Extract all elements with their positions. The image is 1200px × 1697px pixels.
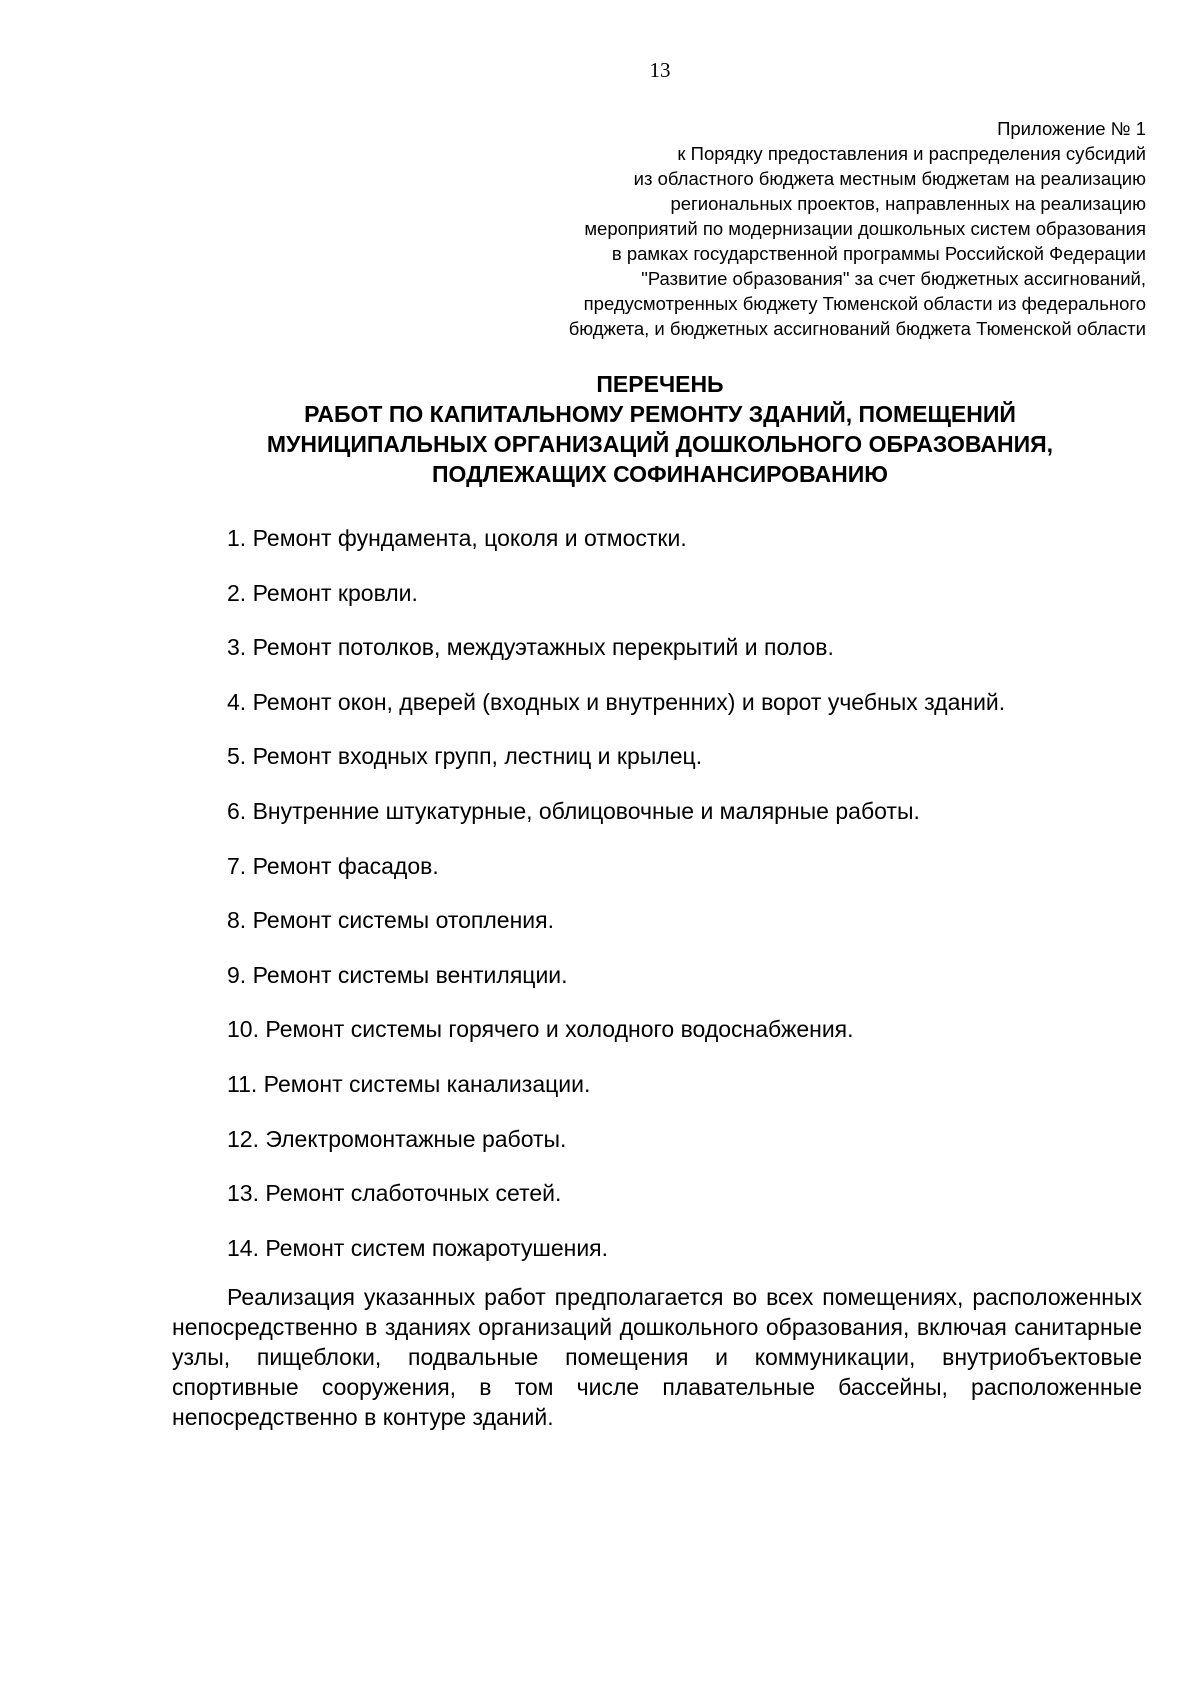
work-item: 2. Ремонт кровли. (227, 579, 418, 606)
work-item: 6. Внутренние штукатурные, облицовочные и малярные работы. (227, 797, 920, 824)
appendix-line: бюджета, и бюджетных ассигнований бюджета Тюменской области (568, 318, 1146, 339)
appendix-line: предусмотренных бюджету Тюменской области из федерального (583, 293, 1146, 314)
document-title (150, 369, 1170, 489)
appendix-line: к Порядку предоставления и распределения субсидий (677, 143, 1146, 164)
work-item: 9. Ремонт системы вентиляции. (227, 961, 568, 988)
works-list (227, 523, 1005, 1287)
title-line: ПЕРЕЧЕНЬ (596, 371, 724, 397)
title-line: РАБОТ ПО КАПИТАЛЬНОМУ РЕМОНТУ ЗДАНИЙ, ПОМЕЩЕНИЙ (304, 401, 1016, 427)
work-item: 4. Ремонт окон, дверей (входных и внутренних) и ворот учебных зданий. (227, 688, 1006, 715)
appendix-line: мероприятий по модернизации дошкольных систем образования (584, 218, 1146, 239)
appendix-line: из областного бюджета местным бюджетам на реализацию (633, 168, 1146, 189)
work-item: 13. Ремонт слаботочных сетей. (227, 1180, 562, 1207)
work-item: 10. Ремонт системы горячего и холодного водоснабжения. (227, 1016, 854, 1043)
appendix-line: Приложение № 1 (997, 118, 1146, 139)
appendix-header (386, 116, 1146, 341)
appendix-line: региональных проектов, направленных на реализацию (670, 193, 1146, 214)
page-number: 13 (649, 58, 671, 82)
work-item: 1. Ремонт фундамента, цоколя и отмостки. (227, 525, 687, 551)
work-item: 7. Ремонт фасадов. (227, 852, 439, 879)
title-line: МУНИЦИПАЛЬНЫХ ОРГАНИЗАЦИЙ ДОШКОЛЬНОГО ОБРАЗОВАНИЯ, (266, 431, 1054, 457)
appendix-line: в рамках государственной программы Российской Федерации (611, 243, 1146, 264)
work-item: 3. Ремонт потолков, междуэтажных перекрытий и полов. (227, 634, 834, 661)
work-item: 11. Ремонт системы канализации. (227, 1070, 591, 1097)
work-item: 14. Ремонт систем пожаротушения. (227, 1234, 609, 1261)
title-line: ПОДЛЕЖАЩИХ СОФИНАНСИРОВАНИЮ (431, 461, 888, 487)
work-item: 8. Ремонт системы отопления. (227, 907, 554, 934)
work-item: 5. Ремонт входных групп, лестниц и крылец. (227, 743, 703, 770)
scope-paragraph: Реализация указанных работ предполагается во всех помещениях, расположенных непосредственно в зданиях организаций дошкольного образования, включая санитарные узлы, пищеблоки, подвальные помещения и коммуникации, внутриобъектовые спортивные сооружения, в том числе плавательные бассейны, расположенные непосредственно в контуре зданий. (172, 1284, 1142, 1430)
appendix-line: "Развитие образования" за счет бюджетных ассигнований, (641, 268, 1146, 289)
work-item: 12. Электромонтажные работы. (227, 1125, 567, 1152)
